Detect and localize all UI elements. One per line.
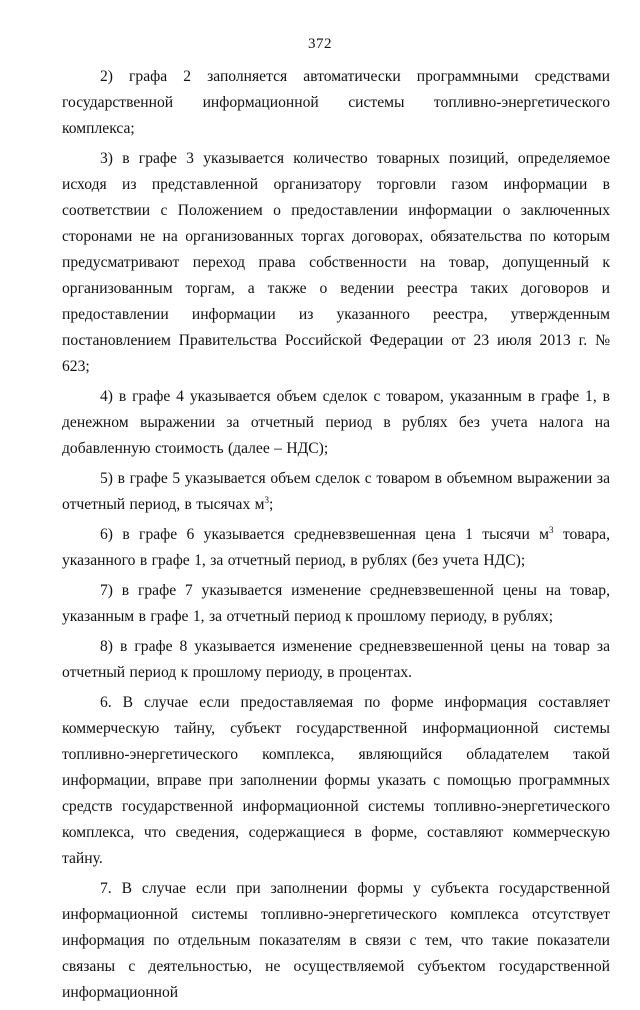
paragraph-item-5-text: 5) в графе 5 указывается объем сделок с товаром в объемном выражении за отчетный период, в тысячах м — [62, 470, 610, 513]
paragraph-item-6-text: 6) в графе 6 указывается средневзвешенная цена 1 тысячи м — [100, 526, 550, 543]
paragraph-section-6: 6. В случае если предоставляемая по форме информация составляет коммерческую тайну, субъект государственной информационной системы топливно-энергетического комплекса, являющийся обладателем такой информации, вправе при заполнении формы указать с помощью программных средств государственной информационной системы топливно-энергетического комплекса, что сведения, содержащиеся в форме, составляют коммерческую тайну. — [62, 694, 610, 867]
superscript-cubic: 3 — [264, 495, 270, 505]
superscript-cubic: 3 — [549, 525, 554, 535]
document-body — [62, 64, 610, 1010]
paragraph-item-5-end: ; — [269, 496, 274, 513]
paragraph-item-6-end: товара, указанного в графе 1, за отчетный период, в рублях (без учета НДС); — [62, 526, 610, 569]
page-number: 372 — [308, 36, 332, 52]
paragraph-section-7: 7. В случае если при заполнении формы у субъекта государственной информационной системы топливно-энергетического комплекса отсутствует информация по отдельным показателям в связи с тем, что такие показатели связаны с деятельностью, не осуществляемой субъектом государственной информационной — [62, 880, 610, 1001]
paragraph-item-4: 4) в графе 4 указывается объем сделок с товаром, указанным в графе 1, в денежном выражении за отчетный период в рублях без учета налога на добавленную стоимость (далее – НДС); — [62, 388, 610, 457]
paragraph-item-3: 3) в графе 3 указывается количество товарных позиций, определяемое исходя из представленной организатору торговли газом информации в соответствии с Положением о предоставлении информации о заключенных сторонами не на организованных торгах договорах, обязательства по которым предусматривают переход права собственности на товар, допущенный к организованным торгам, а также о ведении реестра таких договоров и предоставлении информации из указанного реестра, утвержденным постановлением Правительства Российской Федерации от 23 июля 2013 г. № 623; — [62, 150, 610, 375]
paragraph-item-2: 2) графа 2 заполняется автоматически программными средствами государственной информационной системы топливно-энергетического комплекса; — [62, 68, 610, 137]
paragraph-item-8: 8) в графе 8 указывается изменение средневзвешенной цены на товар за отчетный период к прошлому периоду, в процентах. — [62, 638, 610, 681]
paragraph-item-6 — [62, 522, 610, 574]
paragraph-item-5 — [62, 466, 610, 518]
paragraph-item-7: 7) в графе 7 указывается изменение средневзвешенной цены на товар, указанным в графе 1, за отчетный период к прошлому периоду, в рублях; — [62, 582, 610, 625]
